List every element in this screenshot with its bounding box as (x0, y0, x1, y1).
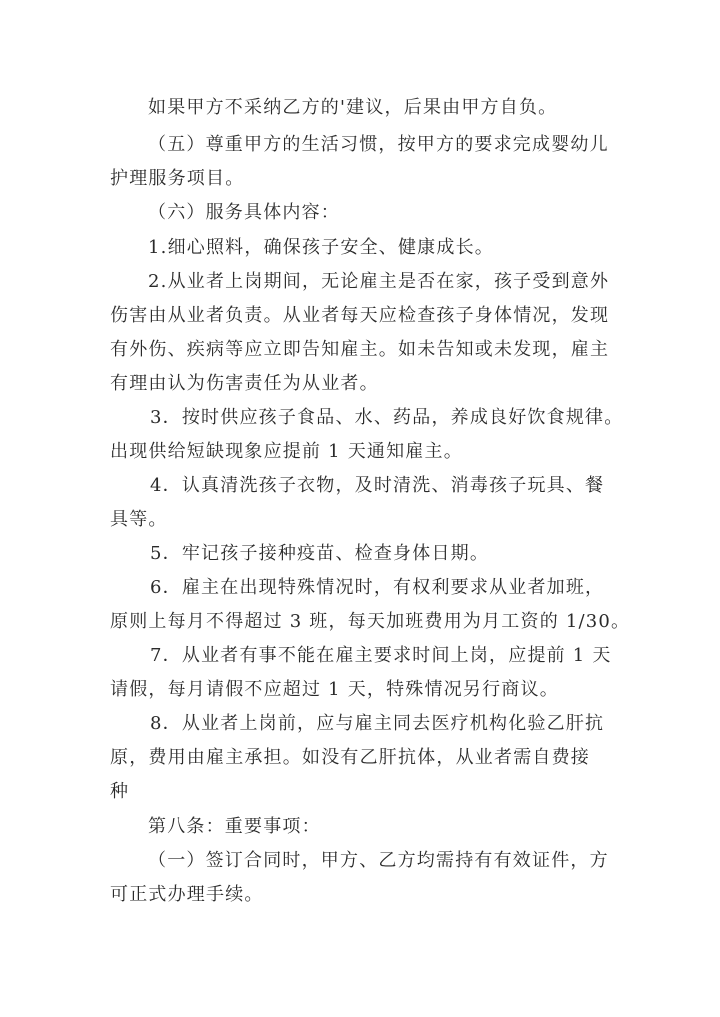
text-line-20: 原，费用由雇主承担。如没有乙肝抗体，从业者需自费接 (110, 747, 590, 768)
text-line-8: 有外伤、疾病等应立即告知雇主。如未告知或未发现，雇主 (110, 339, 610, 360)
text-line-3: 护理服务项目。 (110, 168, 245, 189)
text-line-11: 出现供给短缺现象应提前 1 天通知雇主。 (110, 441, 463, 462)
text-line-7: 伤害由从业者负责。从业者每天应检查孩子身体情况，发现 (110, 305, 610, 326)
text-line-24: 可正式办理手续。 (110, 884, 264, 905)
text-line-5: 1.细心照料，确保孩子安全、健康成长。 (148, 237, 494, 258)
text-line-13: 具等。 (110, 509, 168, 530)
text-line-6: 2.从业者上岗期间，无论雇主是否在家，孩子受到意外 (148, 271, 610, 292)
text-line-15: 6．雇主在出现特殊情况时，有权利要求从业者加班， (150, 577, 605, 598)
text-line-1: 如果甲方不采纳乙方的'建议，后果由甲方自负。 (148, 97, 558, 118)
text-line-4: （六）服务具体内容： (148, 202, 340, 223)
text-line-10: 3．按时供应孩子食品、水、药品，养成良好饮食规律。 (150, 407, 624, 428)
text-line-14: 5．牢记孩子接种疫苗、检查身体日期。 (150, 543, 490, 564)
text-line-18: 请假，每月请假不应超过 1 天，特殊情况另行商议。 (110, 679, 559, 700)
text-line-16: 原则上每月不得超过 3 班，每天加班费用为月工资的 1/30。 (110, 611, 631, 632)
text-line-22: 第八条：重要事项： (148, 816, 321, 837)
text-line-19: 8．从业者上岗前，应与雇主同去医疗机构化验乙肝抗 (150, 713, 605, 734)
text-line-12: 4．认真清洗孩子衣物，及时清洗、消毒孩子玩具、餐 (150, 475, 605, 496)
text-line-17: 7．从业者有事不能在雇主要求时间上岗，应提前 1 天 (150, 645, 612, 666)
text-line-2: （五）尊重甲方的生活习惯，按甲方的要求完成婴幼儿 (148, 134, 609, 155)
text-line-9: 有理由认为伤害责任为从业者。 (110, 373, 379, 394)
text-line-23: （一）签订合同时，甲方、乙方均需持有有效证件，方 (148, 850, 609, 871)
text-line-21: 种 (110, 781, 130, 802)
